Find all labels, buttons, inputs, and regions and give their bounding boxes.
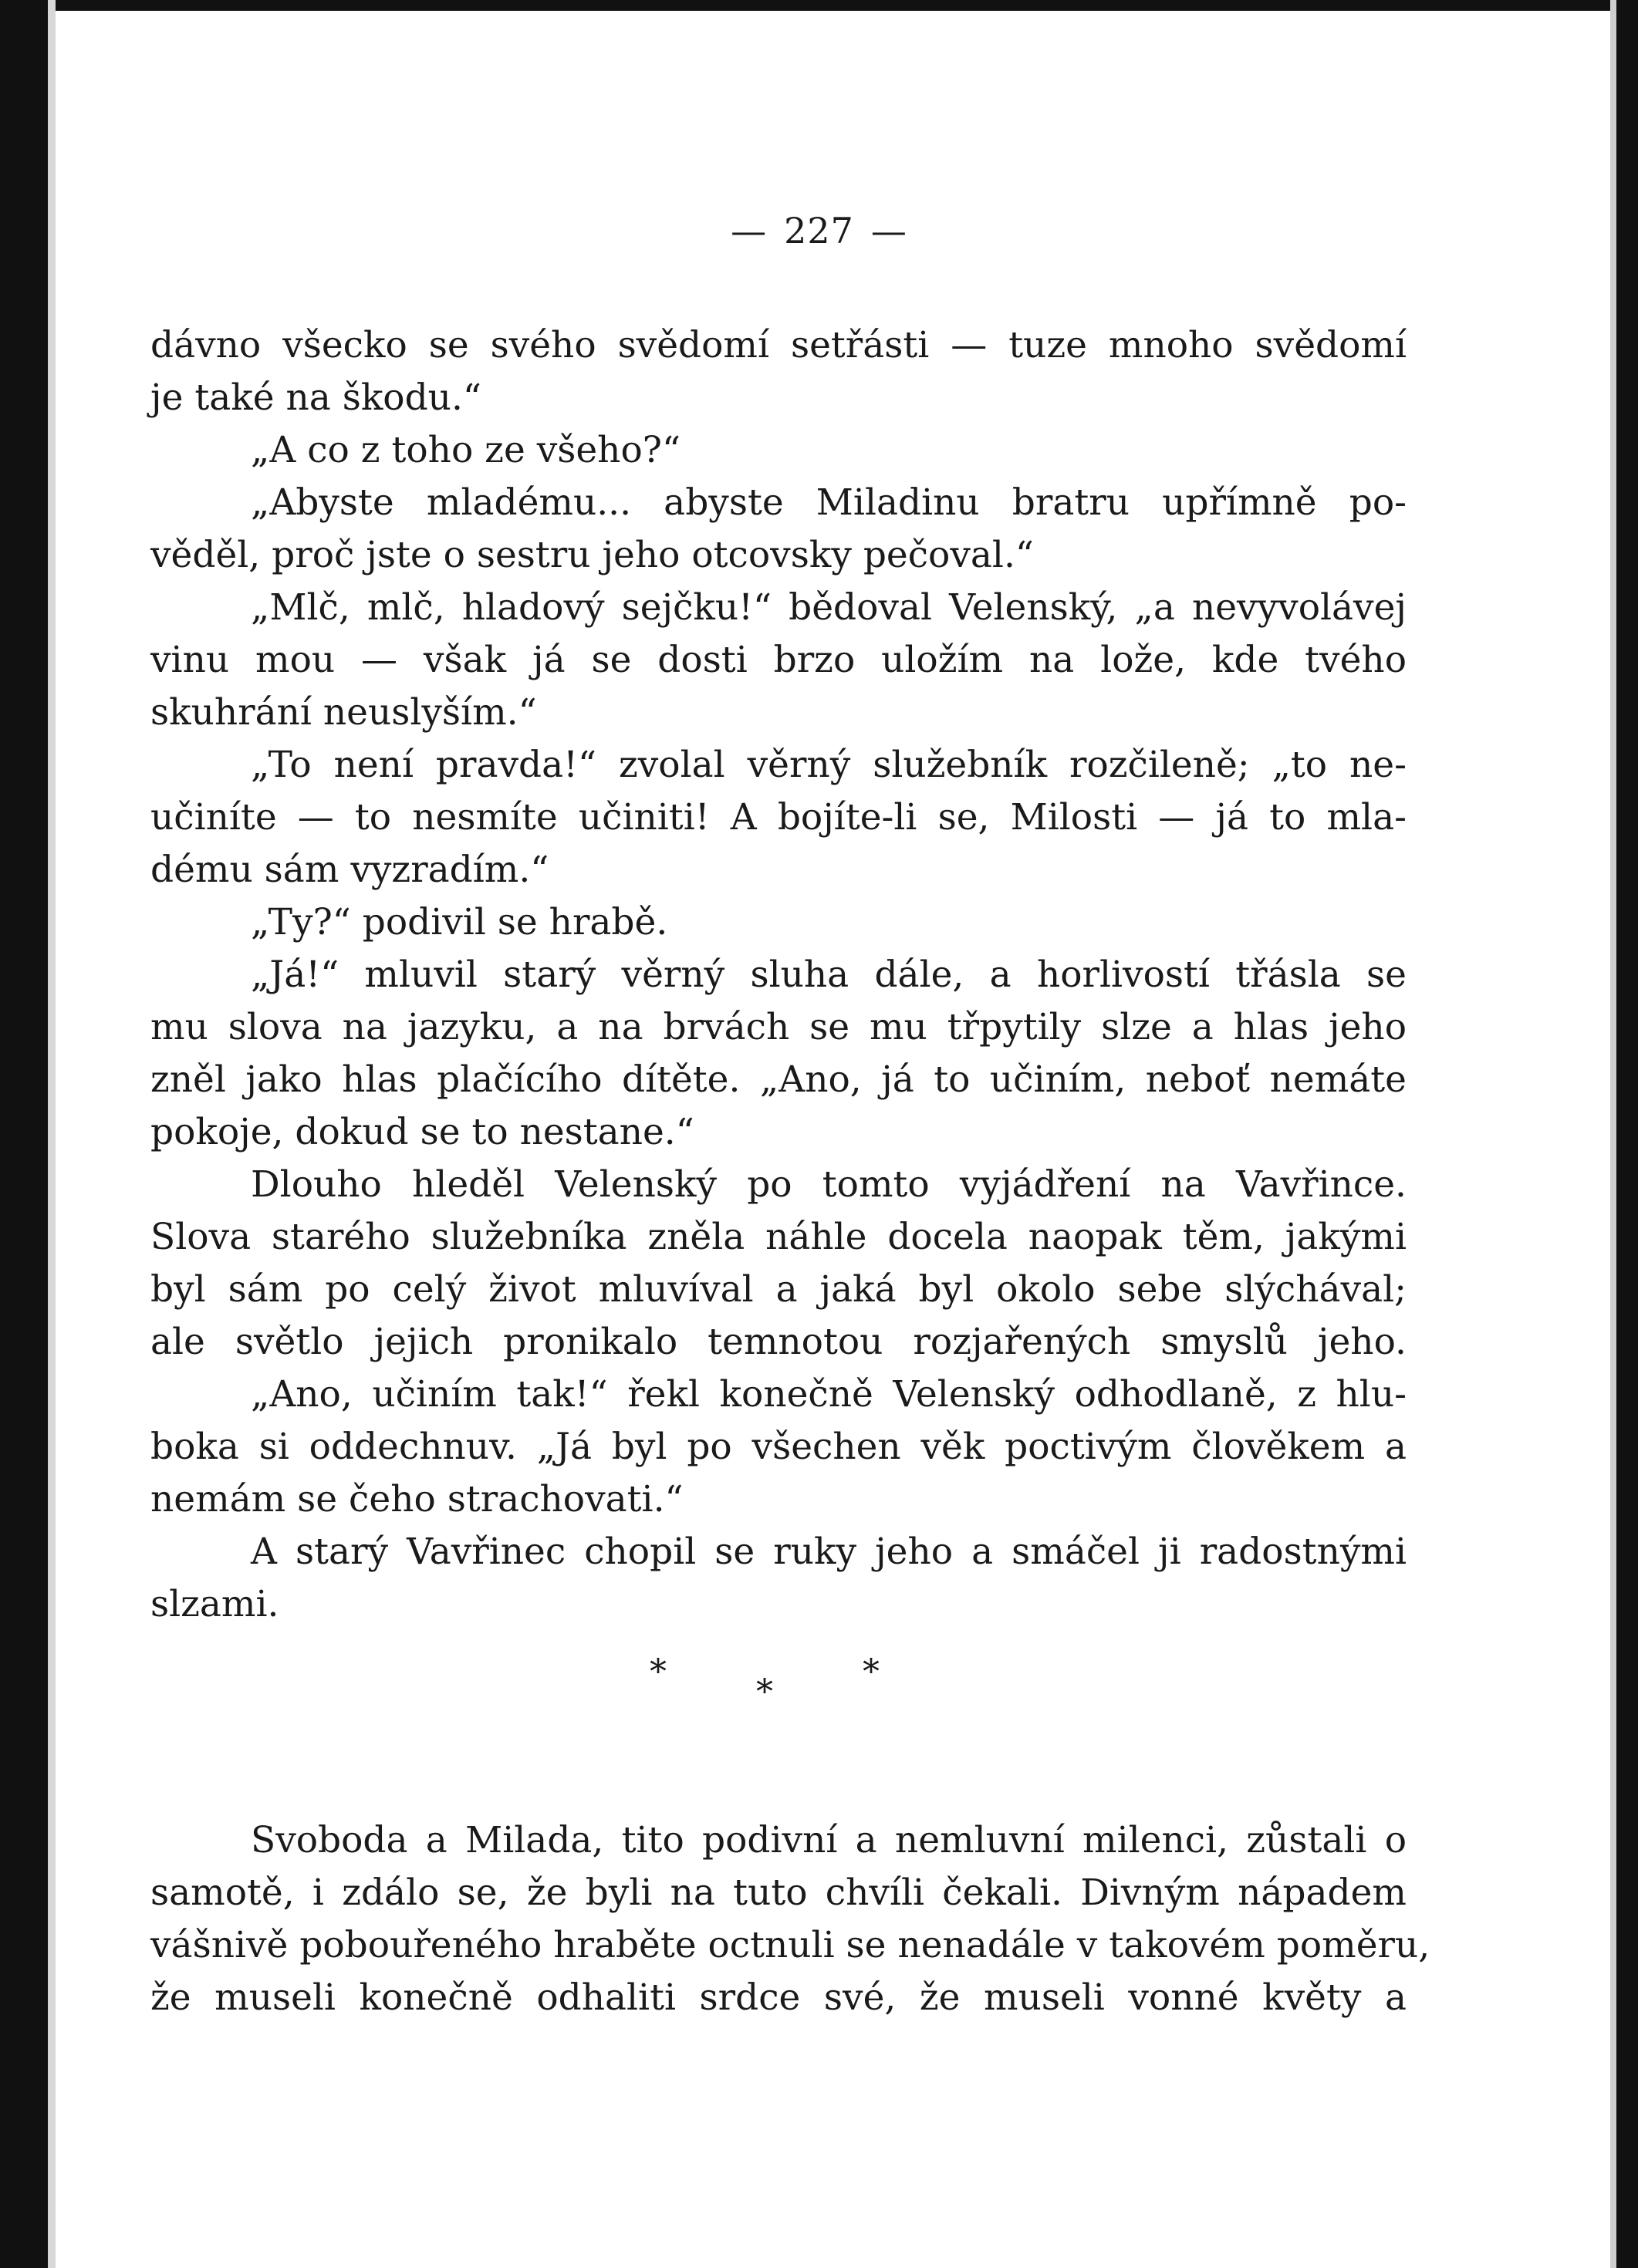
text-line: Svoboda a Milada, tito podivní a nemluvní milenci, zůstali o bbox=[251, 1819, 1407, 1861]
text-line: samotě, i zdálo se, že byli na tuto chvíli čekali. Divným nápadem bbox=[150, 1871, 1407, 1914]
text-line: vášnivě pobouřeného hraběte octnuli se nenadále v takovém poměru, bbox=[150, 1924, 1430, 1966]
text-line: Dlouho hleděl Velenský po tomto vyjádření na Vavřince. bbox=[251, 1163, 1407, 1206]
text-line: skuhrání neuslyším.“ bbox=[150, 691, 537, 734]
text-line: vinu mou — však já se dosti brzo uložím na lože, kde tvého bbox=[150, 639, 1407, 681]
text-line: že museli konečně odhaliti srdce své, že museli vonné květy a bbox=[150, 1976, 1407, 2019]
text-line: mu slova na jazyku, a na brvách se mu třpytily slze a hlas jeho bbox=[150, 1006, 1407, 1048]
section-star: * bbox=[863, 1652, 880, 1692]
text-line: nemám se čeho strachovati.“ bbox=[150, 1478, 684, 1520]
text-line: „To není pravda!“ zvolal věrný služebník rozčileně; „to ne- bbox=[251, 744, 1407, 786]
text-line: zněl jako hlas plačícího dítěte. „Ano, já to učiním, neboť nemáte bbox=[150, 1058, 1407, 1101]
section-star: * bbox=[756, 1672, 773, 1712]
text-line: dému sám vyzradím.“ bbox=[150, 849, 549, 891]
page-header bbox=[0, 210, 1638, 251]
text-line: Slova starého služebníka zněla náhle docela naopak těm, jakými bbox=[150, 1216, 1407, 1258]
text-line: „Mlč, mlč, hladový sejčku!“ bědoval Velenský, „a nevyvolávej bbox=[251, 586, 1407, 629]
page-number: 227 bbox=[784, 210, 854, 251]
text-line: „Já!“ mluvil starý věrný sluha dále, a horlivostí třásla se bbox=[251, 953, 1407, 996]
text-line: byl sám po celý život mluvíval a jaká byl okolo sebe slýchával; bbox=[150, 1268, 1407, 1311]
upper-text-block bbox=[150, 319, 1407, 1631]
text-line: „Ano, učiním tak!“ řekl konečně Velenský odhodlaně, z hlu- bbox=[251, 1373, 1407, 1416]
scan-gutter-right bbox=[1610, 0, 1616, 2268]
text-line: věděl, proč jste o sestru jeho otcovsky pečoval.“ bbox=[150, 534, 1034, 576]
scan-gutter-left bbox=[48, 0, 56, 2268]
section-star: * bbox=[650, 1652, 667, 1692]
text-line: A starý Vavřinec chopil se ruky jeho a smáčel ji radostnými bbox=[251, 1531, 1407, 1573]
text-line: je také na škodu.“ bbox=[150, 376, 481, 419]
text-line: „Ty?“ podivil se hrabě. bbox=[251, 901, 668, 943]
text-line: „Abyste mladému... abyste Miladinu bratru upřímně po- bbox=[251, 481, 1407, 524]
lower-text-block bbox=[150, 1814, 1430, 2024]
scan-border-right bbox=[1616, 0, 1638, 2268]
scan-border-left bbox=[0, 0, 48, 2268]
text-line: slzami. bbox=[150, 1583, 279, 1625]
scan-border-top bbox=[0, 0, 1638, 11]
header-dash-left: — bbox=[731, 210, 768, 251]
text-line: ale světlo jejich pronikalo temnotou rozjařených smyslů jeho. bbox=[150, 1321, 1407, 1363]
text-line: boka si oddechnuv. „Já byl po všechen věk poctivým člověkem a bbox=[150, 1426, 1407, 1468]
text-line: učiníte — to nesmíte učiniti! A bojíte-li se, Milosti — já to mla- bbox=[150, 796, 1407, 839]
text-line: dávno všecko se svého svědomí setřásti — tuze mnoho svědomí bbox=[150, 324, 1407, 366]
header-dash-right: — bbox=[870, 210, 907, 251]
text-line: „A co z toho ze všeho?“ bbox=[251, 429, 681, 471]
text-line: pokoje, dokud se to nestane.“ bbox=[150, 1111, 694, 1153]
